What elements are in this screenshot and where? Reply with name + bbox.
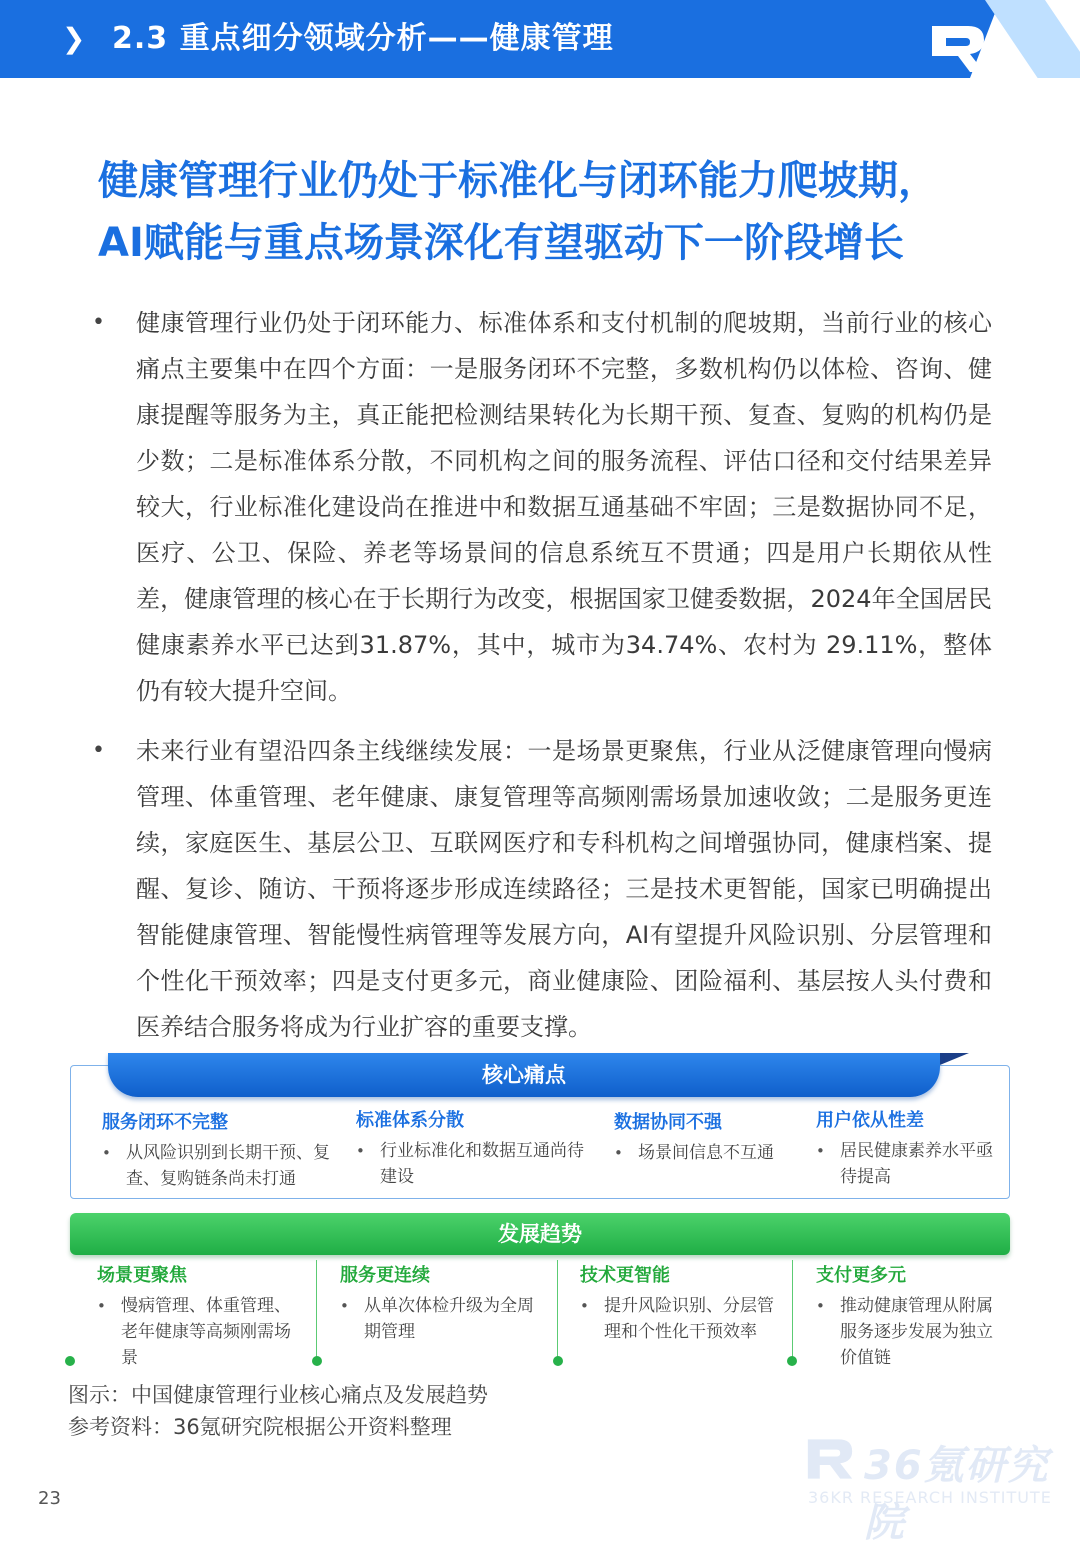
column-divider <box>792 1260 793 1362</box>
trend-text: 从单次体检升级为全周期管理 <box>364 1296 534 1342</box>
trend-text: 推动健康管理从附属服务逐步发展为独立价值链 <box>840 1296 993 1368</box>
headline-line-2: AI赋能与重点场景深化有望驱动下一阶段增长 <box>98 220 904 266</box>
section-title: 2.3 重点细分领域分析——健康管理 <box>112 21 614 56</box>
source-caption: 参考资料：36氪研究院根据公开资料整理 <box>68 1415 452 1439</box>
bullet-dot: • <box>356 1142 365 1160</box>
page-header <box>0 0 1080 78</box>
trends-title: 发展趋势 <box>498 1222 582 1246</box>
pain-point-item <box>614 1140 804 1166</box>
bullet-dot: • <box>92 310 105 335</box>
pain-point-text: 场景间信息不互通 <box>638 1143 774 1163</box>
body-bullet-list <box>92 300 992 1064</box>
pain-points-title: 核心痛点 <box>482 1063 566 1087</box>
pain-point-item <box>356 1138 592 1190</box>
pain-point-title: 用户依从性差 <box>816 1110 924 1131</box>
trend-column <box>340 1263 540 1345</box>
pain-points-banner <box>108 1053 940 1097</box>
pain-point-column <box>816 1108 1002 1190</box>
pain-point-title: 服务闭环不完整 <box>102 1112 228 1133</box>
trend-column <box>97 1263 297 1371</box>
pain-point-text: 行业标准化和数据互通尚待建设 <box>380 1141 584 1187</box>
trend-item <box>97 1293 297 1371</box>
bullet-dot: • <box>614 1144 623 1162</box>
timeline-dot <box>787 1356 797 1366</box>
page-number: 23 <box>38 1488 61 1509</box>
body-bullet-item <box>92 300 992 714</box>
bullet-dot: • <box>580 1297 589 1315</box>
trend-item <box>340 1293 540 1345</box>
trend-title: 服务更连续 <box>340 1265 430 1286</box>
pain-point-text: 从风险识别到长期干预、复查、复购链条尚未打通 <box>126 1143 330 1189</box>
pain-point-item <box>102 1140 334 1192</box>
brand-name-en: 36KR RESEARCH INSTITUTE <box>808 1488 1052 1507</box>
body-bullet-item <box>92 728 992 1050</box>
pain-point-text: 居民健康素养水平亟待提高 <box>840 1141 993 1187</box>
headline-line-1: 健康管理行业仍处于标准化与闭环能力爬坡期， <box>98 158 938 204</box>
bullet-dot: • <box>340 1297 349 1315</box>
r-logo-icon <box>804 1436 856 1482</box>
timeline-dot <box>553 1356 563 1366</box>
bullet-dot: • <box>816 1297 825 1315</box>
bullet-dot: • <box>102 1144 111 1162</box>
header-stripe <box>985 0 1080 78</box>
chevron-right-icon: ❯ <box>62 22 86 55</box>
pain-point-column <box>614 1110 804 1166</box>
column-divider <box>316 1260 317 1362</box>
banner-fold <box>935 1053 969 1067</box>
body-paragraph-2: 未来行业有望沿四条主线继续发展：一是场景更聚焦，行业从泛健康管理向慢病管理、体重管理、老年健康、康复管理等高频刚需场景加速收敛；二是服务更连续，家庭医生、基层公卫、互联网医疗和专科机构之间增强协同，健康档案、提醒、复诊、随访、干预将逐步形成连续路径；三是技术更智能，国家已明确提出智能健康管理、智能慢性病管理等发展方向，AI有望提升风险识别、分层管理和个性化干预效率；四是支付更多元，商业健康险、团险福利、基层按人头付费和医养结合服务将成为行业扩容的重要支撑。 <box>136 737 992 1041</box>
timeline-dot <box>312 1356 322 1366</box>
bullet-dot: • <box>97 1297 106 1315</box>
timeline-dot <box>65 1356 75 1366</box>
trend-title: 技术更智能 <box>580 1265 670 1286</box>
column-divider <box>557 1260 558 1362</box>
brand-name-cn: 36氪研究院 <box>864 1443 1050 1546</box>
trend-title: 支付更多元 <box>816 1265 906 1286</box>
trend-item <box>580 1293 780 1345</box>
headline <box>98 150 1018 274</box>
figure-caption: 图示：中国健康管理行业核心痛点及发展趋势 <box>68 1383 488 1407</box>
body-paragraph-1: 健康管理行业仍处于闭环能力、标准体系和支付机制的爬坡期，当前行业的核心痛点主要集中在四个方面：一是服务闭环不完整，多数机构仍以体检、咨询、健康提醒等服务为主，真正能把检测结果转化为长期干预、复查、复购的机构仍是少数；二是标准体系分散，不同机构之间的服务流程、评估口径和交付结果差异较大，行业标准化建设尚在推进中和数据互通基础不牢固；三是数据协同不足，医疗、公卫、保险、养老等场景间的信息系统互不贯通；四是用户长期依从性差，健康管理的核心在于长期行为改变，根据国家卫健委数据，2024年全国居民健康素养水平已达到31.87%，其中，城市为34.74%、农村为 29.11%，整体仍有较大提升空间。 <box>136 309 992 705</box>
bullet-dot: • <box>92 738 105 763</box>
bullet-dot: • <box>816 1142 825 1160</box>
r-logo-icon <box>928 22 988 76</box>
trend-column <box>580 1263 780 1345</box>
trend-title: 场景更聚焦 <box>97 1265 187 1286</box>
trends-banner <box>70 1213 1010 1255</box>
pain-point-column <box>356 1108 592 1190</box>
trend-item <box>816 1293 1008 1371</box>
pain-point-title: 标准体系分散 <box>356 1110 464 1131</box>
pain-point-title: 数据协同不强 <box>614 1112 722 1133</box>
trend-column <box>816 1263 1008 1371</box>
pain-point-item <box>816 1138 1002 1190</box>
trend-text: 慢病管理、体重管理、老年健康等高频刚需场景 <box>121 1296 291 1368</box>
trend-text: 提升风险识别、分层管理和个性化干预效率 <box>604 1296 774 1342</box>
pain-point-column <box>102 1110 334 1192</box>
